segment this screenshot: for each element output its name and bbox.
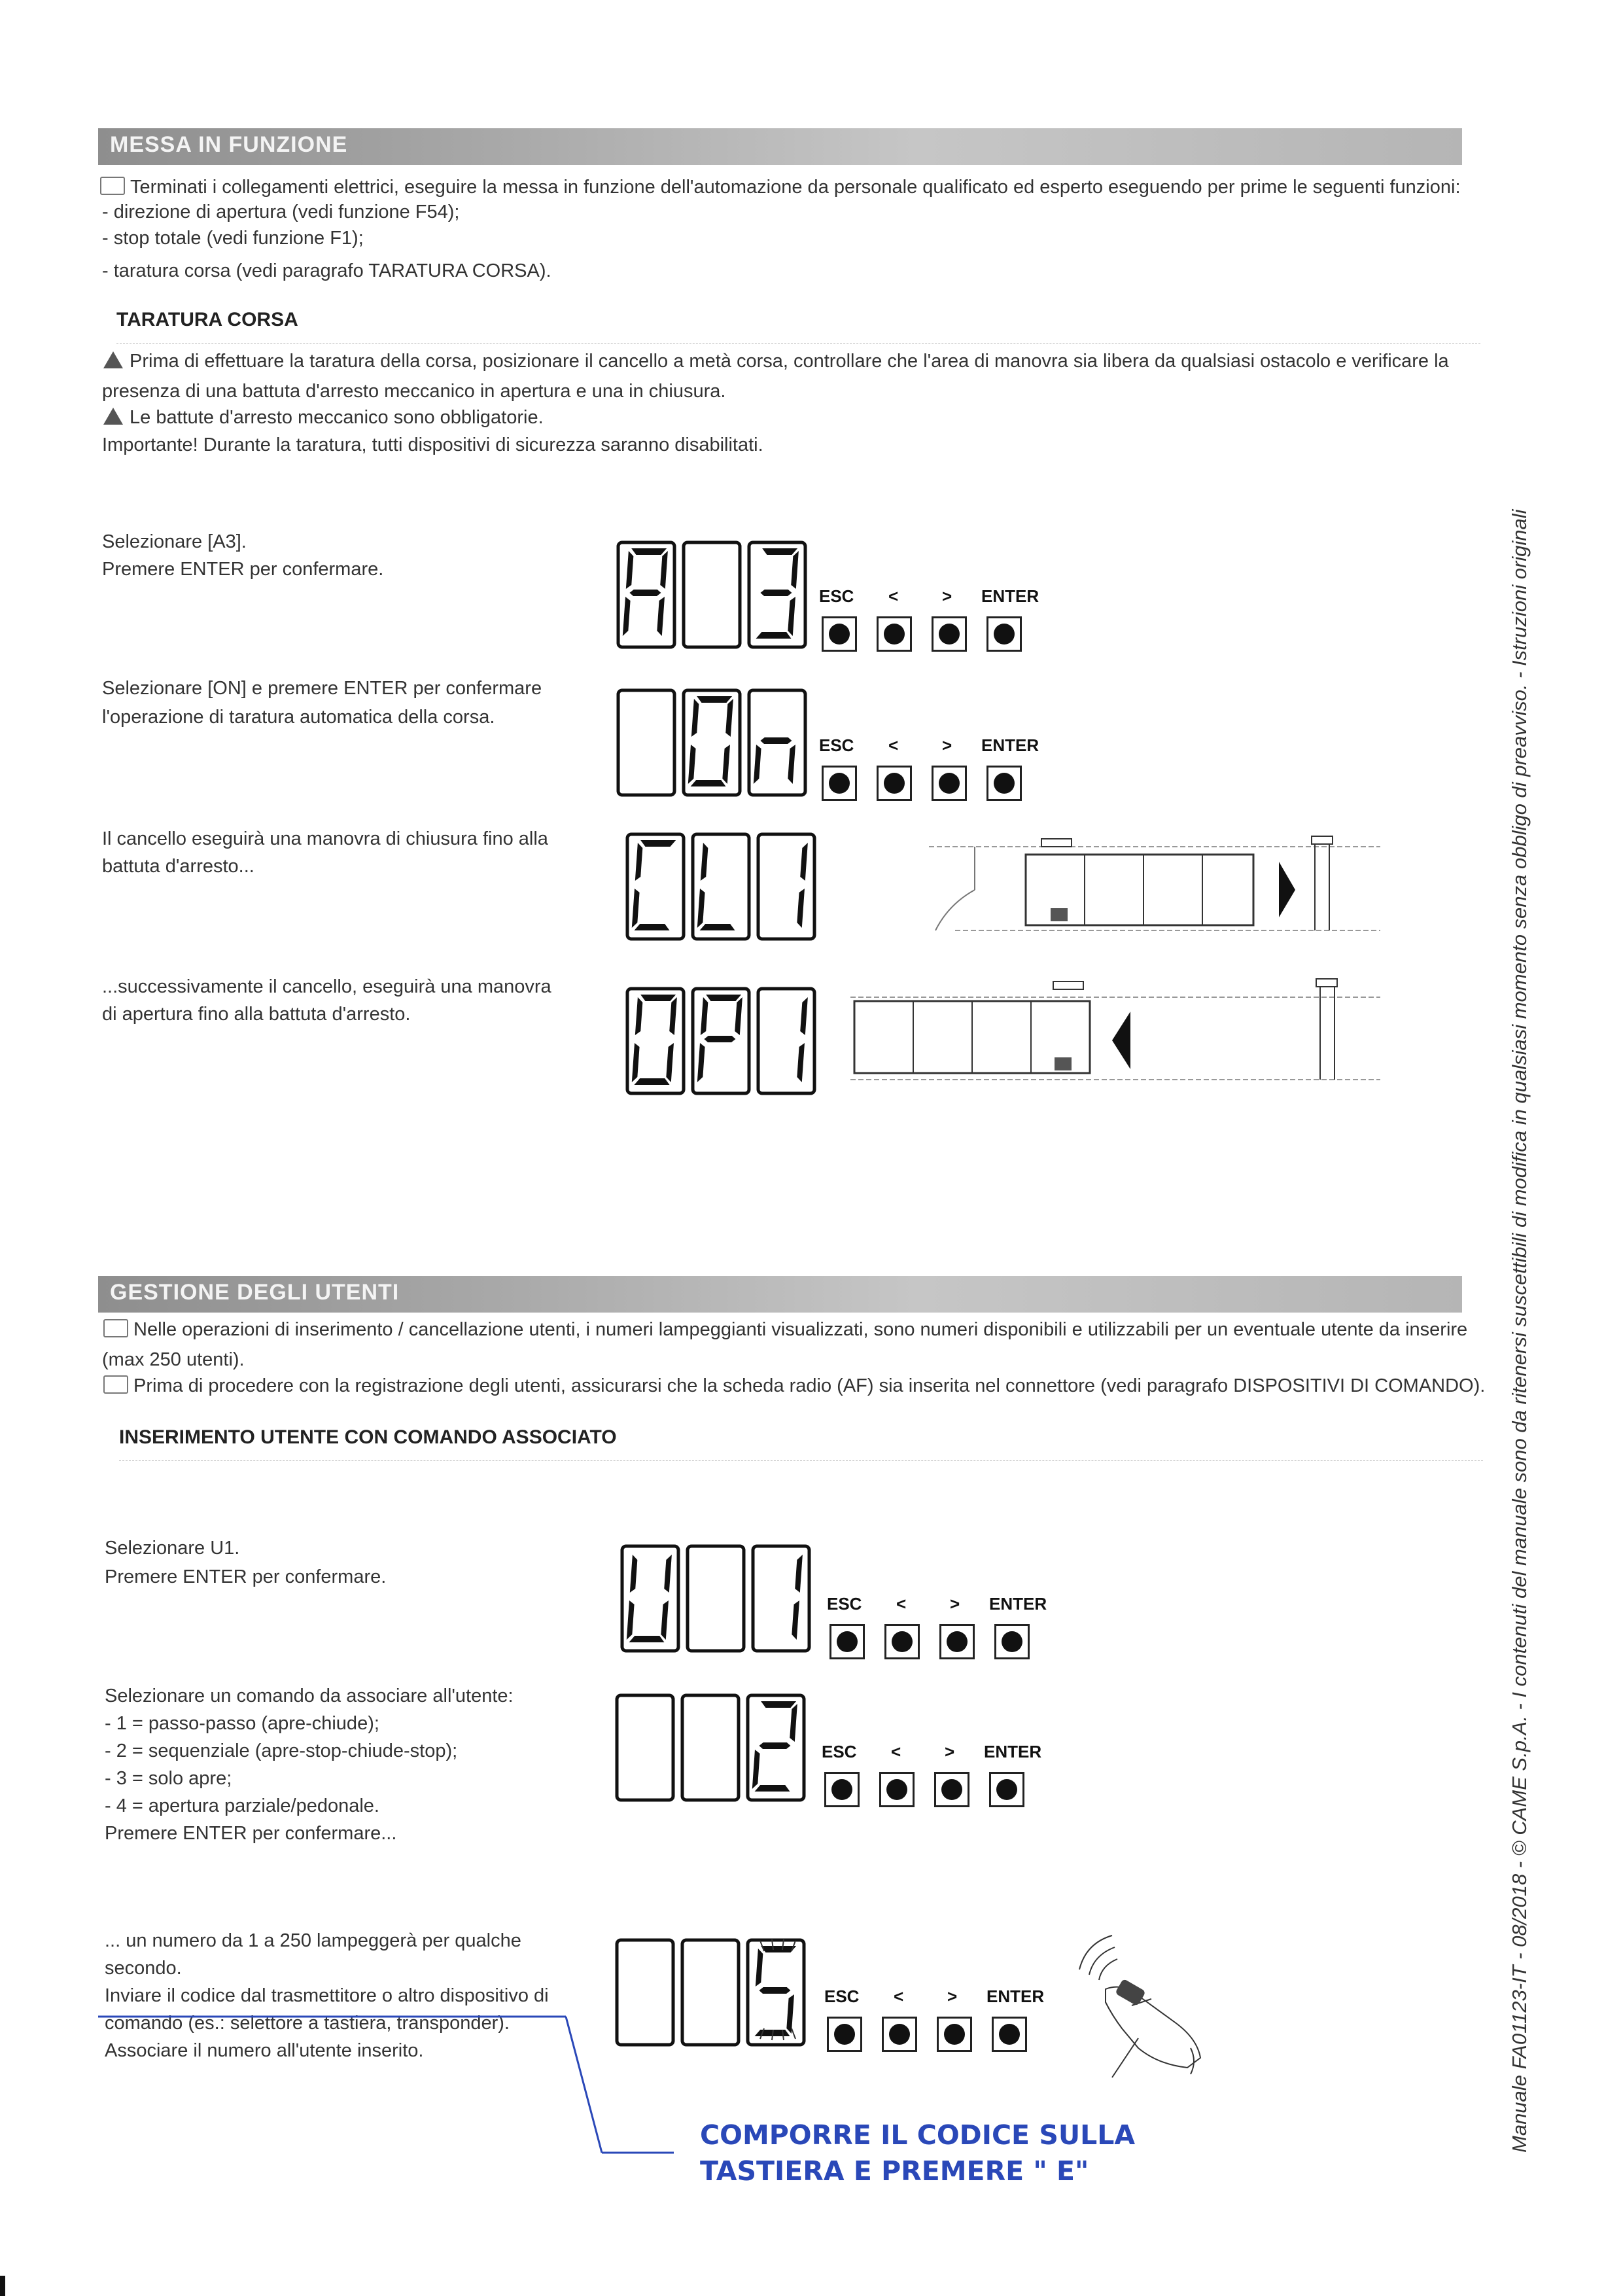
segment-g: [704, 1036, 736, 1042]
hand-transmitter-icon: [1060, 1924, 1217, 2081]
display-cl1: [625, 832, 822, 941]
warning-text-2: Le battute d'arresto meccanico sono obbligatorie.: [103, 404, 544, 431]
display-digit: [758, 834, 814, 939]
segment-d: [756, 632, 792, 639]
enter-button[interactable]: [992, 2017, 1027, 2052]
right-label: >: [942, 735, 952, 755]
display-digit: [682, 1695, 739, 1800]
right-button[interactable]: [932, 766, 967, 801]
keypad-2: [816, 735, 1052, 807]
section-banner-gestione-utenti: [98, 1276, 1462, 1313]
users-note-1: Nelle operazioni di inserimento / cancellazione utenti, i numeri lampeggianti visualizzati, sono numeri disponibili e utilizzabili per un eventuale utente da inserire: [103, 1316, 1467, 1343]
left-label: <: [894, 1987, 904, 2006]
enter-label: ENTER: [989, 1594, 1047, 1614]
important-note: Importante! Durante la taratura, tutti dispositivi di sicurezza saranno disabilitati.: [102, 434, 763, 455]
segment-a: [761, 548, 797, 555]
display-digit: [749, 542, 805, 647]
users-note-1b: (max 250 utenti).: [102, 1349, 245, 1370]
intro-text: Terminati i collegamenti elettrici, eseguire la messa in funzione dell'automazione da personale qualificato ed esperto eseguendo per prime le seguenti funzioni:: [100, 174, 1461, 201]
segment-a: [640, 995, 676, 1001]
segment-g: [629, 590, 661, 596]
note-icon: [103, 1375, 128, 1394]
user-step3-line5: Associare il numero all'utente inserito.: [105, 2040, 424, 2061]
display-digit: [684, 542, 740, 647]
left-button[interactable]: [879, 1772, 915, 1807]
right-label: >: [942, 586, 952, 606]
keypad-4: [819, 1742, 1055, 1814]
enter-button[interactable]: [994, 1624, 1030, 1659]
enter-label: ENTER: [986, 1987, 1045, 2006]
sidebar-manual-reference: Manuale FA01123-IT - 08/2018 - © CAME S.p.A. - I contenuti del manuale sono da ritenersi suscettibili di modifica in qualsiasi momento senza obbligo di preavviso. - Istruzioni originali: [1508, 509, 1531, 2153]
user-step2-confirm: Premere ENTER per confermare...: [105, 1823, 397, 1844]
note-icon: [103, 1319, 128, 1337]
esc-button[interactable]: [822, 766, 857, 801]
right-label: >: [950, 1594, 960, 1614]
esc-label: ESC: [819, 735, 854, 755]
left-button[interactable]: [884, 1624, 920, 1659]
enter-button[interactable]: [989, 1772, 1024, 1807]
esc-label: ESC: [822, 1742, 857, 1761]
segment-d: [635, 1078, 671, 1085]
segment-d: [629, 1636, 665, 1642]
section-title: GESTIONE DEGLI UTENTI: [110, 1280, 400, 1305]
step-a3-line2: Premere ENTER per confermare.: [102, 559, 384, 580]
keypad-5: [822, 1987, 1057, 2058]
esc-label: ESC: [824, 1987, 860, 2006]
command-option-3: - 3 = solo apre;: [105, 1768, 232, 1789]
segment-a: [640, 840, 676, 847]
enter-label: ENTER: [981, 586, 1039, 606]
right-button[interactable]: [937, 2017, 972, 2052]
bullet-3: - taratura corsa (vedi paragrafo TARATURA CORSA).: [102, 260, 551, 281]
display-a3: [616, 540, 812, 649]
gate-opening-diagram: [850, 974, 1387, 1088]
esc-label: ESC: [827, 1594, 862, 1614]
display-digit: [693, 989, 749, 1093]
display-digit: [688, 1546, 744, 1651]
command-option-4: - 4 = apertura parziale/pedonale.: [105, 1795, 379, 1816]
gate-closing-diagram: [929, 826, 1387, 944]
step-on-line2: l'operazione di taratura automatica della corsa.: [102, 707, 495, 728]
callout-note: [700, 2117, 1135, 2189]
right-button[interactable]: [932, 616, 967, 652]
step-a3-line1: Selezionare [A3].: [102, 531, 247, 552]
left-label: <: [896, 1594, 907, 1614]
display-digit: [749, 690, 805, 795]
bullet-2: - stop totale (vedi funzione F1);: [102, 228, 364, 249]
command-option-1: - 1 = passo-passo (apre-chiude);: [105, 1713, 379, 1734]
display-digit: [627, 834, 684, 939]
annotation-lines: [98, 2002, 687, 2172]
user-step3-line3: Inviare il codice dal trasmettitore o altro dispositivo di: [105, 1985, 549, 2006]
esc-button[interactable]: [827, 2017, 862, 2052]
enter-label: ENTER: [981, 735, 1039, 755]
enter-button[interactable]: [986, 766, 1022, 801]
step-close-line1: Il cancello eseguirà una manovra di chiusura fino alla: [102, 828, 548, 849]
left-button[interactable]: [877, 616, 912, 652]
warning-text-1b: presenza di una battuta d'arresto meccanico in apertura e una in chiusura.: [102, 381, 726, 402]
enter-label: ENTER: [984, 1742, 1042, 1761]
step-close-line2: battuta d'arresto...: [102, 856, 254, 877]
esc-button[interactable]: [824, 1772, 860, 1807]
command-option-2: - 2 = sequenziale (apre-stop-chiude-stop);: [105, 1740, 458, 1761]
segment-g: [759, 1742, 791, 1749]
note-icon: [100, 177, 125, 195]
subtitle-taratura-corsa: TARATURA CORSA: [116, 309, 298, 330]
bullet-1: - direzione di apertura (vedi funzione F54);: [102, 202, 460, 222]
step-on-line1: Selezionare [ON] e premere ENTER per confermare: [102, 678, 542, 699]
display-op1: [625, 987, 822, 1095]
left-button[interactable]: [877, 766, 912, 801]
segment-d: [755, 1785, 791, 1792]
display-digit: [684, 690, 740, 795]
segment-a: [696, 696, 732, 703]
segment-d: [700, 924, 736, 930]
left-label: <: [888, 586, 899, 606]
callout-line-1: COMPORRE IL CODICE SULLA: [700, 2119, 1136, 2151]
left-label: <: [891, 1742, 901, 1761]
segment-d: [635, 924, 671, 930]
esc-button[interactable]: [829, 1624, 865, 1659]
display-digit: [758, 989, 814, 1093]
subtitle-inserimento-utente: INSERIMENTO UTENTE CON COMANDO ASSOCIATO: [119, 1426, 617, 1448]
users-note-2: Prima di procedere con la registrazione degli utenti, assicurarsi che la scheda radio (AF) sia inserita nel connettore (vedi paragrafo DISPOSITIVI DI COMANDO).: [103, 1373, 1485, 1400]
warning-text-1: Prima di effettuare la taratura della corsa, posizionare il cancello a metà corsa, controllare che l'area di manovra sia libera da qualsiasi ostacolo e verificare la: [103, 348, 1449, 375]
right-label: >: [945, 1742, 955, 1761]
esc-button[interactable]: [822, 616, 857, 652]
display-digit: [753, 1546, 809, 1651]
left-button[interactable]: [882, 2017, 917, 2052]
warning-icon: [103, 408, 123, 425]
keypad-1: [816, 586, 1052, 658]
callout-line-2: TASTIERA E PREMERE " E": [700, 2155, 1089, 2187]
segment-a: [705, 995, 741, 1001]
keypad-3: [824, 1594, 1060, 1666]
segment-d: [691, 780, 727, 786]
display-2: [615, 1693, 811, 1802]
segment-g: [760, 590, 792, 596]
right-button[interactable]: [934, 1772, 969, 1807]
esc-label: ESC: [819, 586, 854, 606]
step-open-line1: ...successivamente il cancello, eseguirà una manovra: [102, 976, 551, 997]
left-label: <: [888, 735, 899, 755]
segment-a: [631, 548, 667, 555]
display-digit: [622, 1546, 678, 1651]
segment-a: [760, 1701, 796, 1708]
display-digit: [627, 989, 684, 1093]
right-button[interactable]: [939, 1624, 975, 1659]
display-on: [616, 688, 812, 797]
section-title: MESSA IN FUNZIONE: [110, 132, 348, 157]
user-step3-line2: secondo.: [105, 1958, 182, 1979]
segment-g: [760, 737, 792, 744]
section-banner-messa-in-funzione: [98, 128, 1462, 165]
user-step1-line1: Selezionare U1.: [105, 1538, 240, 1559]
warning-icon: [103, 351, 123, 368]
user-step2-intro: Selezionare un comando da associare all'utente:: [105, 1686, 514, 1706]
step-open-line2: di apertura fino alla battuta d'arresto.: [102, 1004, 411, 1025]
display-digit: [748, 1695, 804, 1800]
user-step3-line4: comando (es.: selettore a tastiera, transponder).: [105, 2013, 510, 2034]
display-digit: [618, 542, 674, 647]
display-digit: [693, 834, 749, 939]
blinking-indicator: [746, 1937, 811, 2043]
user-step3-line1: ... un numero da 1 a 250 lampeggerà per qualche: [105, 1930, 521, 1951]
user-step1-line2: Premere ENTER per confermare.: [105, 1566, 387, 1587]
display-u1: [620, 1544, 816, 1653]
display-digit: [618, 690, 674, 795]
right-label: >: [947, 1987, 958, 2006]
display-digit: [682, 1940, 739, 2045]
enter-button[interactable]: [986, 616, 1022, 652]
display-digit: [617, 1695, 673, 1800]
scan-mark: [0, 2276, 5, 2296]
